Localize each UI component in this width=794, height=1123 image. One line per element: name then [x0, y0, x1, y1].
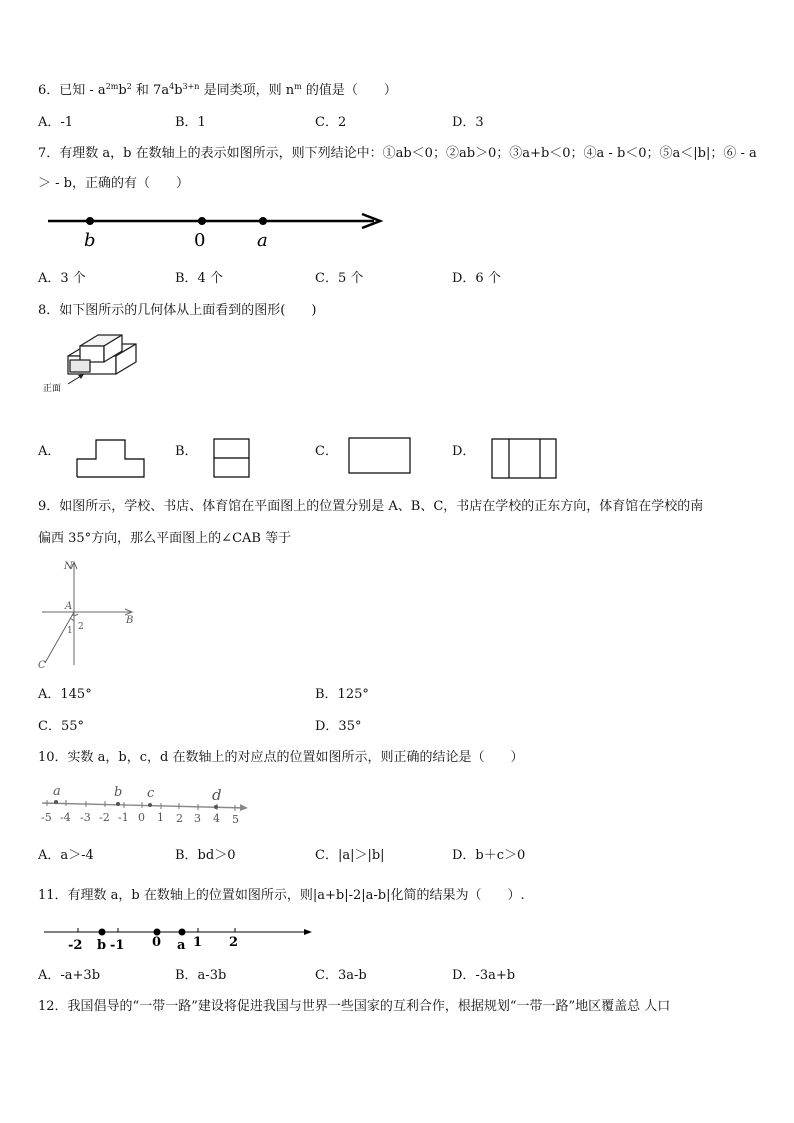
q9-label-b: B	[126, 615, 134, 626]
q11-tick-2: 2	[229, 935, 239, 950]
q6-option-c[interactable]: C．2	[315, 115, 347, 130]
q9-label-a: A	[65, 601, 73, 612]
q10-tick-5: 5	[232, 813, 239, 826]
question-9-line-2: 偏西 35°方向，那么平面图上的∠CAB 等于	[38, 531, 292, 546]
q8-option-b-shape	[212, 437, 252, 479]
q11-label-b: b	[97, 938, 107, 953]
q10-tick-0: 0	[138, 811, 145, 824]
q11-tick--2: -2	[68, 938, 83, 953]
q10-tick--2: -2	[99, 811, 110, 824]
q9-direction-figure	[36, 557, 140, 671]
question-9-line-1: 9．如图所示，学校、书店、体育馆在平面图上的位置分别是 A、B、C，书店在学校的正东方向，体育馆在学校的南	[38, 499, 704, 514]
q10-tick--5: -5	[41, 811, 52, 824]
q7-number-line	[44, 206, 389, 252]
question-11-stem: 11．有理数 a，b 在数轴上的位置如图所示，则|a+b|-2|a-b|化简的结果为（ ）.	[38, 888, 525, 903]
q10-point-c: c	[147, 786, 155, 801]
q7-option-a[interactable]: A．3 个	[38, 271, 86, 286]
q7-label-b: b	[84, 230, 96, 251]
question-12-stem: 12．我国倡导的“一带一路”建设将促进我国与世界一些国家的互利合作，根据规划“一带一路”地区覆盖总 人口	[38, 999, 671, 1014]
q11-tick-1: 1	[193, 935, 203, 950]
q11-option-a[interactable]: A．-a+3b	[38, 968, 101, 983]
q7-option-b[interactable]: B．4 个	[175, 271, 223, 286]
q10-number-line	[36, 780, 258, 828]
question-7-line-1: 7．有理数 a，b 在数轴上的表示如图所示，则下列结论中：①ab＜0；②ab＞0；③a+b＜0；④a - b＜0；⑤a＜|b|；⑥ - a	[38, 146, 757, 161]
q8-front-label: 正面	[43, 384, 62, 394]
q11-number-line	[40, 918, 320, 954]
q10-option-d[interactable]: D．b＋c＞0	[452, 848, 526, 863]
q11-tick--1: -1	[110, 938, 125, 953]
q10-option-b[interactable]: B．bd＞0	[175, 848, 236, 863]
q10-tick-4: 4	[213, 812, 220, 825]
q8-option-a[interactable]: A．	[38, 444, 61, 459]
q10-tick--3: -3	[80, 811, 91, 824]
q9-option-a[interactable]: A．145°	[38, 687, 92, 702]
q11-option-d[interactable]: D．-3a+b	[452, 968, 516, 983]
q10-tick--1: -1	[118, 811, 129, 824]
question-7-line-2: ＞ - b，正确的有（ ）	[38, 176, 189, 191]
question-6-stem: 6．已知 - $a^{2m}b^2$ 和 $7a^4b^{3+n}$ 是同类项，则 $n^m$ 的值是（ ）	[38, 82, 397, 98]
q10-point-b: b	[114, 785, 123, 800]
q11-label-a: a	[177, 938, 186, 953]
q6-option-a[interactable]: A．-1	[38, 115, 74, 130]
q10-tick--4: -4	[60, 811, 71, 824]
q8-option-c[interactable]: C．	[315, 444, 338, 459]
q6-option-d[interactable]: D．3	[452, 115, 484, 130]
q9-option-c[interactable]: C．55°	[38, 719, 84, 734]
q11-option-b[interactable]: B．a-3b	[175, 968, 227, 983]
q9-angle-1: 1	[67, 626, 73, 636]
q8-solid-figure	[40, 332, 150, 400]
q10-point-a: a	[53, 784, 61, 799]
question-8-stem: 8．如下图所示的几何体从上面看到的图形( )	[38, 303, 317, 318]
q9-label-n: N	[64, 561, 73, 572]
q10-tick-3: 3	[194, 812, 201, 825]
q8-option-a-shape	[74, 437, 148, 479]
q9-angle-2: 2	[78, 622, 84, 632]
q11-tick-0: 0	[152, 935, 162, 950]
q10-option-a[interactable]: A．a＞-4	[38, 848, 94, 863]
q10-tick-2: 2	[176, 812, 183, 825]
q9-label-c: C	[38, 660, 46, 671]
q8-option-d-shape	[490, 437, 560, 481]
q7-label-a: a	[257, 230, 268, 251]
q10-point-d: d	[212, 786, 222, 804]
q7-option-d[interactable]: D．6 个	[452, 271, 501, 286]
q9-option-d[interactable]: D．35°	[315, 719, 362, 734]
q8-option-b[interactable]: B．	[175, 444, 198, 459]
q7-label-0: 0	[194, 230, 206, 251]
q11-option-c[interactable]: C．3a-b	[315, 968, 367, 983]
q8-option-d[interactable]: D．	[452, 444, 476, 459]
q6-option-b[interactable]: B．1	[175, 115, 206, 130]
q10-tick-1: 1	[157, 811, 164, 824]
q9-option-b[interactable]: B．125°	[315, 687, 369, 702]
q8-option-c-shape	[347, 436, 413, 476]
q10-option-c[interactable]: C．|a|＞|b|	[315, 848, 385, 863]
q7-option-c[interactable]: C．5 个	[315, 271, 364, 286]
question-10-stem: 10．实数 a，b，c，d 在数轴上的对应点的位置如图所示，则正确的结论是（ ）	[38, 750, 524, 765]
